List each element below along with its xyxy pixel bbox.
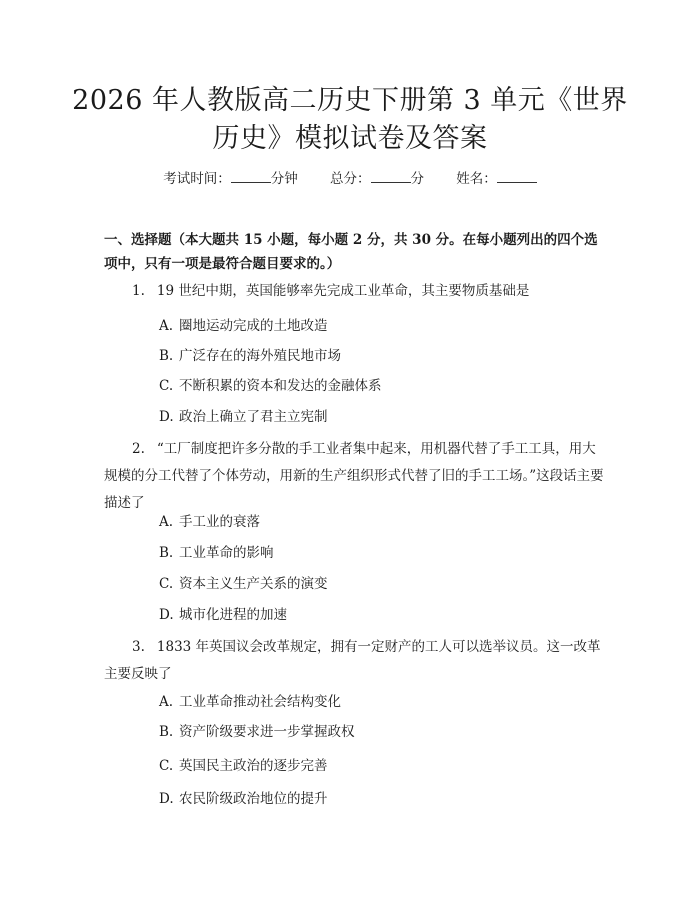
question-2-option-c bbox=[159, 574, 328, 594]
question-number: 3. bbox=[132, 639, 145, 655]
question-2-option-b bbox=[159, 543, 274, 563]
question-3-option-d bbox=[159, 789, 328, 809]
score-unit: 分 bbox=[410, 171, 424, 187]
option-text: 不断积累的资本和发达的金融体系 bbox=[179, 378, 382, 394]
title-line-1: 2026 年人教版高二历史下册第 3 单元《世界 bbox=[72, 85, 628, 116]
exam-time bbox=[163, 171, 298, 187]
name-blank bbox=[497, 170, 537, 183]
option-letter: C. bbox=[159, 378, 174, 394]
option-text: 英国民主政治的逐步完善 bbox=[179, 758, 328, 774]
question-text: “工厂制度把许多分散的手工业者集中起来，用机器代替了手工工具，用大规模的分工代替了个体劳动，用新的生产组织形式代替了旧的手工工场。”这段话主要描述了 bbox=[104, 441, 604, 511]
question-1-option-a bbox=[159, 316, 328, 336]
question-1-option-c bbox=[159, 376, 382, 396]
option-text: 资产阶级要求进一步掌握政权 bbox=[179, 724, 355, 740]
question-1-option-d bbox=[159, 407, 328, 427]
option-letter: C. bbox=[159, 576, 174, 592]
option-letter: D. bbox=[159, 791, 174, 807]
question-2-option-d bbox=[159, 605, 287, 625]
exam-meta bbox=[0, 169, 700, 189]
option-text: 广泛存在的海外殖民地市场 bbox=[179, 348, 341, 364]
option-letter: A. bbox=[159, 514, 174, 530]
exam-score bbox=[330, 171, 424, 187]
question-1-option-b bbox=[159, 346, 341, 366]
question-1 bbox=[104, 278, 604, 305]
time-label: 考试时间： bbox=[163, 171, 231, 187]
option-text: 资本主义生产关系的演变 bbox=[179, 576, 328, 592]
option-letter: B. bbox=[159, 724, 174, 740]
option-letter: A. bbox=[159, 694, 174, 710]
option-text: 圈地运动完成的土地改造 bbox=[179, 318, 328, 334]
option-letter: C. bbox=[159, 758, 174, 774]
name-label: 姓名： bbox=[456, 171, 497, 187]
title-line-2: 历史》模拟试卷及答案 bbox=[212, 123, 488, 154]
option-letter: D. bbox=[159, 409, 174, 425]
document-title bbox=[60, 82, 640, 158]
option-text: 农民阶级政治地位的提升 bbox=[179, 791, 328, 807]
question-text: 1833 年英国议会改革规定，拥有一定财产的工人可以选举议员。这一改革主要反映了 bbox=[104, 639, 601, 682]
question-2-option-a bbox=[159, 512, 260, 532]
question-3 bbox=[104, 634, 604, 688]
option-letter: B. bbox=[159, 348, 174, 364]
option-letter: A. bbox=[159, 318, 174, 334]
question-2 bbox=[104, 436, 604, 517]
time-blank bbox=[231, 170, 271, 183]
question-text: 19 世纪中期，英国能够率先完成工业革命，其主要物质基础是 bbox=[156, 283, 530, 299]
option-letter: B. bbox=[159, 545, 174, 561]
score-blank bbox=[371, 170, 411, 183]
option-letter: D. bbox=[159, 607, 174, 623]
option-text: 政治上确立了君主立宪制 bbox=[179, 409, 328, 425]
question-3-option-a bbox=[159, 692, 341, 712]
question-3-option-c bbox=[159, 756, 328, 776]
question-number: 1. bbox=[132, 283, 145, 299]
option-text: 手工业的衰落 bbox=[179, 514, 260, 530]
score-label: 总分： bbox=[330, 171, 371, 187]
question-number: 2. bbox=[132, 441, 145, 457]
option-text: 工业革命推动社会结构变化 bbox=[179, 694, 341, 710]
exam-name bbox=[456, 171, 537, 187]
option-text: 城市化进程的加速 bbox=[179, 607, 287, 623]
question-3-option-b bbox=[159, 722, 355, 742]
section-heading: 一、选择题（本大题共 15 小题，每小题 2 分，共 30 分。在每小题列出的四个选项中，只有一项是最符合题目要求的。） bbox=[104, 232, 598, 272]
option-text: 工业革命的影响 bbox=[179, 545, 274, 561]
time-unit: 分钟 bbox=[270, 171, 298, 187]
